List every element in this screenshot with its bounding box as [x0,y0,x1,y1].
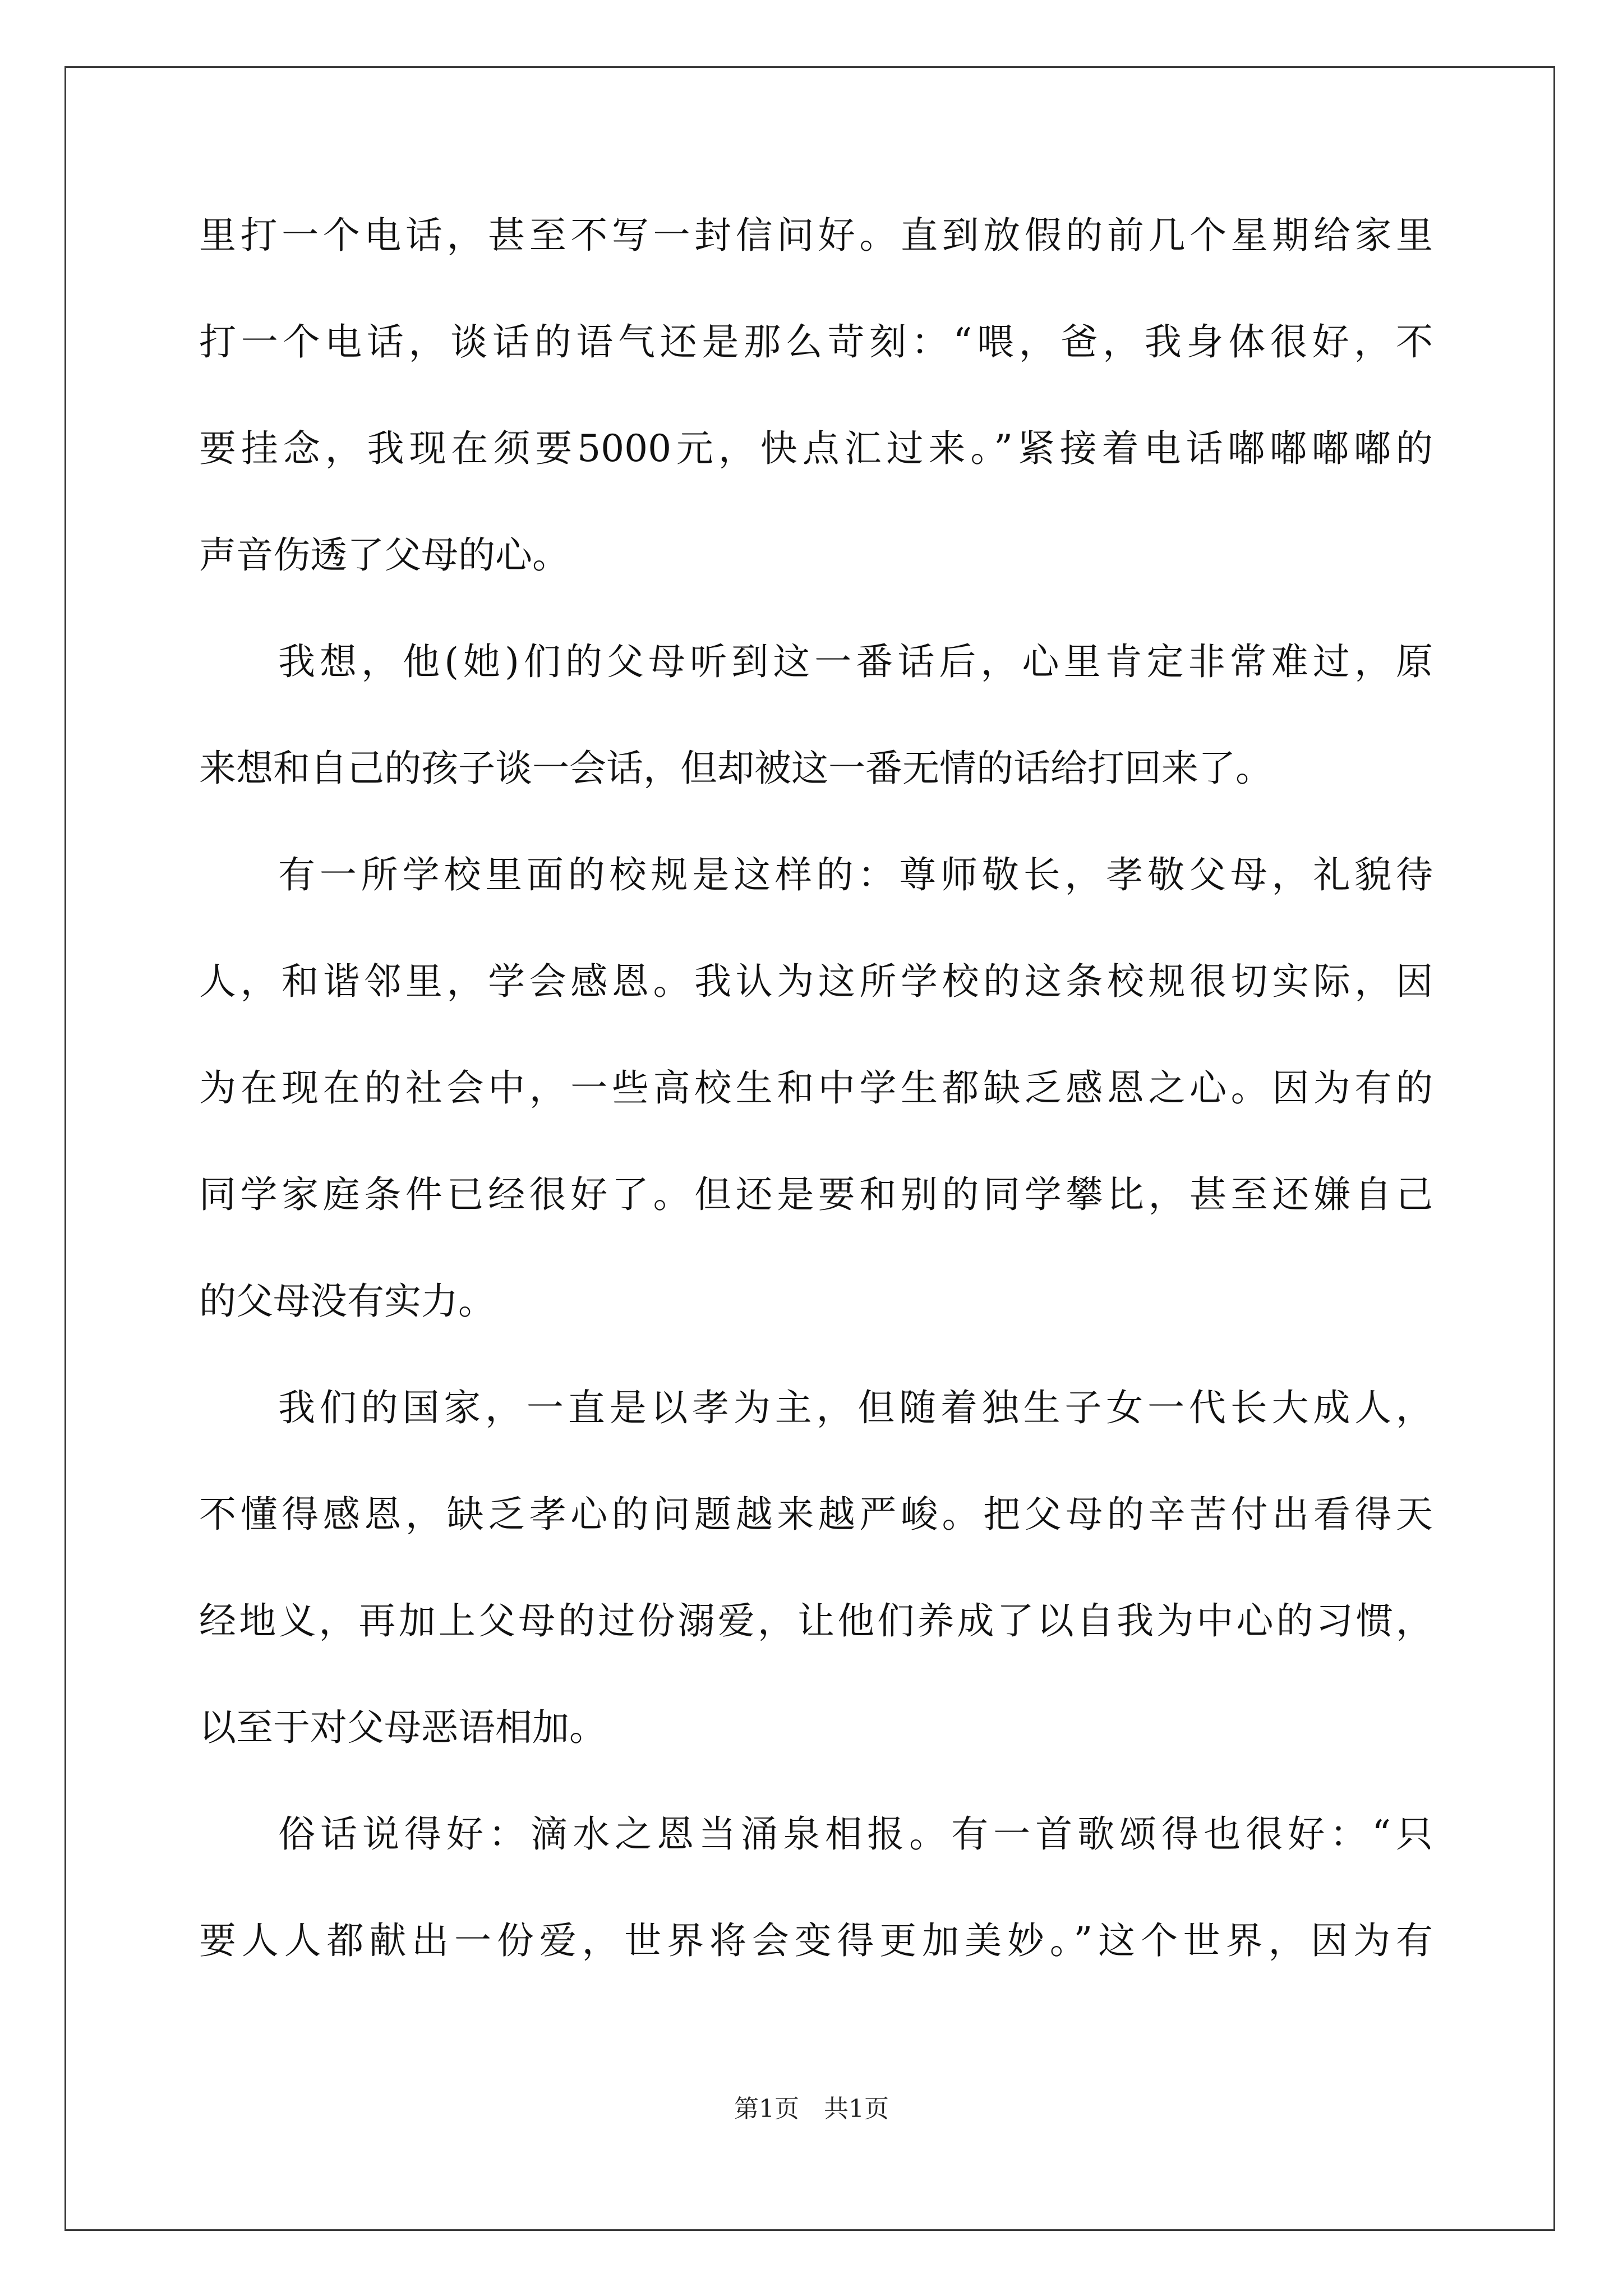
text-line: 不懂得感恩，缺乏孝心的问题越来越严峻。把父母的辛苦付出看得天 [199,1493,1433,1536]
text-line: 打一个电话，谈话的语气还是那么苛刻：“喂，爸，我身体很好，不 [199,320,1433,364]
paragraph-first-line: 俗话说得好：滴水之恩当涌泉相报。有一首歌颂得也很好：“只 [278,1812,1433,1856]
paragraph-first-line: 我想，他(她)们的父母听到这一番话后，心里肯定非常难过，原 [278,640,1433,683]
text-line: 里打一个电话，甚至不写一封信问好。直到放假的前几个星期给家里 [199,214,1433,257]
text-line: 人，和谐邻里，学会感恩。我认为这所学校的这条校规很切实际，因 [199,960,1433,1003]
text-line: 声音伤透了父母的心。 [199,533,569,577]
page-number-footer: 第1页 共1页 [734,2095,889,2123]
paragraph-first-line: 有一所学校里面的校规是这样的：尊师敬长，孝敬父母，礼貌待 [278,853,1433,896]
text-line: 的父母没有实力。 [199,1280,495,1323]
text-line: 同学家庭条件已经很好了。但还是要和别的同学攀比，甚至还嫌自己 [199,1173,1433,1216]
page-border [64,66,1555,2231]
text-line: 为在现在的社会中，一些高校生和中学生都缺乏感恩之心。因为有的 [199,1066,1433,1110]
paragraph-first-line: 我们的国家，一直是以孝为主，但随着独生子女一代长大成人， [278,1386,1433,1429]
text-line: 来想和自己的孩子谈一会话，但却被这一番无情的话给打回来了。 [199,747,1272,790]
text-line: 要人人都献出一份爱，世界将会变得更加美妙。”这个世界，因为有 [199,1919,1433,1962]
text-line: 以至于对父母恶语相加。 [199,1706,606,1749]
text-line: 要挂念，我现在须要5000元，快点汇过来。”紧接着电话嘟嘟嘟嘟的 [199,427,1433,470]
text-line: 经地义，再加上父母的过份溺爱，让他们养成了以自我为中心的习惯， [199,1599,1433,1642]
